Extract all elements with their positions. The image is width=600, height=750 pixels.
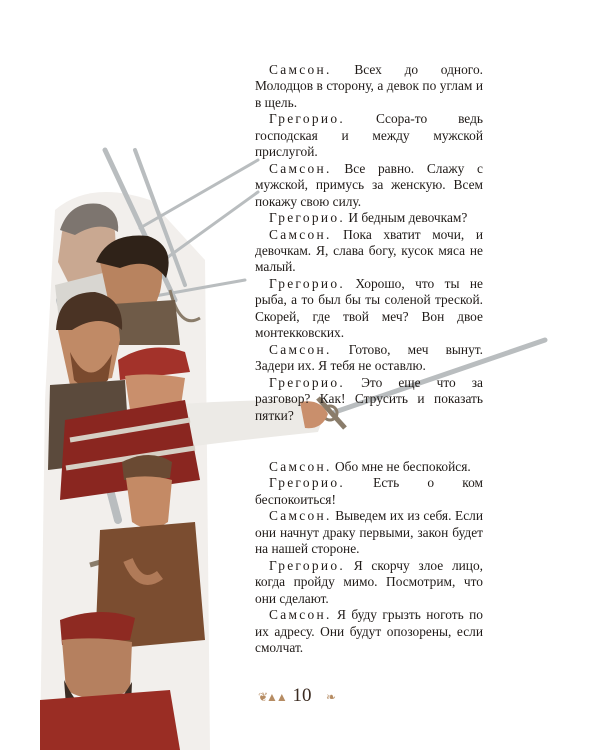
line-text: Есть о ком беспокоиться! (255, 475, 483, 507)
speaker-name: Самсон. (269, 226, 332, 242)
dialogue-line (255, 62, 483, 111)
speaker-name: Самсон. (269, 607, 332, 623)
dialogue-line (255, 276, 483, 342)
line-text: Всех до одного. Молодцов в сторону, а девок по углам и в щель. (255, 62, 483, 110)
line-text: Все равно. Слажу с мужской, примусь за женскую. Всем покажу свою силу. (255, 160, 483, 209)
speaker-name: Грегорио. (269, 557, 345, 573)
dialogue-line (255, 459, 483, 475)
line-text: Это еще что за разговор? Как! Струсить и показать пятки? (255, 374, 483, 423)
page-folio (258, 684, 346, 708)
line-text: Обо мне не беспокойся. (334, 459, 471, 474)
line-text: Ссора-то ведь господская и между мужской прислугой. (255, 111, 483, 160)
dialogue-line (255, 161, 483, 210)
dialogue-line (255, 342, 483, 375)
speaker-name: Грегорио. (269, 475, 345, 491)
line-text: Хорошо, что ты не рыба, а то был бы ты соленой треской. Скорей, где твой меч? Вон двое монтекковских. (255, 275, 483, 341)
speaker-name: Самсон. (269, 508, 332, 524)
speaker-name: Самсон. (269, 160, 332, 176)
dialogue-line (255, 508, 483, 557)
dialogue-block-top (255, 62, 483, 424)
ornament-left-icon: ❦▲▲ (258, 690, 286, 704)
dialogue-line (255, 475, 483, 508)
dialogue-line (255, 111, 483, 160)
speaker-name: Грегорио. (269, 275, 345, 291)
line-text: Пока хватит мочи, и девочкам. Я, слава богу, кусок мяса не малый. (255, 226, 483, 275)
dialogue-line (255, 607, 483, 656)
dialogue-line (255, 210, 483, 226)
speaker-name: Грегорио. (269, 111, 345, 127)
line-text: И бедным девочкам? (348, 210, 468, 226)
line-text: Я скорчу злое лицо, когда пройду мимо. Посмотрим, что они сделают. (255, 557, 483, 606)
dialogue-block-bottom (255, 459, 483, 656)
dialogue-line (255, 558, 483, 607)
speaker-name: Грегорио. (269, 210, 345, 226)
speaker-name: Самсон. (269, 459, 332, 474)
line-text: Выведем их из себя. Если они начнут драку первыми, закон будет на нашей стороне. (255, 508, 483, 557)
line-text: Готово, меч вынут. Задери их. Я тебя не оставлю. (255, 341, 483, 374)
line-text: Я буду грызть ноготь по их адресу. Они будут опозорены, если смолчат. (255, 607, 483, 655)
dialogue-line (255, 375, 483, 424)
speaker-name: Самсон. (269, 62, 332, 77)
ornament-right-icon: ❧ (326, 690, 335, 704)
dialogue-line (255, 227, 483, 276)
page-number: 10 (292, 685, 312, 706)
speaker-name: Самсон. (269, 341, 332, 357)
speaker-name: Грегорио. (269, 374, 345, 390)
